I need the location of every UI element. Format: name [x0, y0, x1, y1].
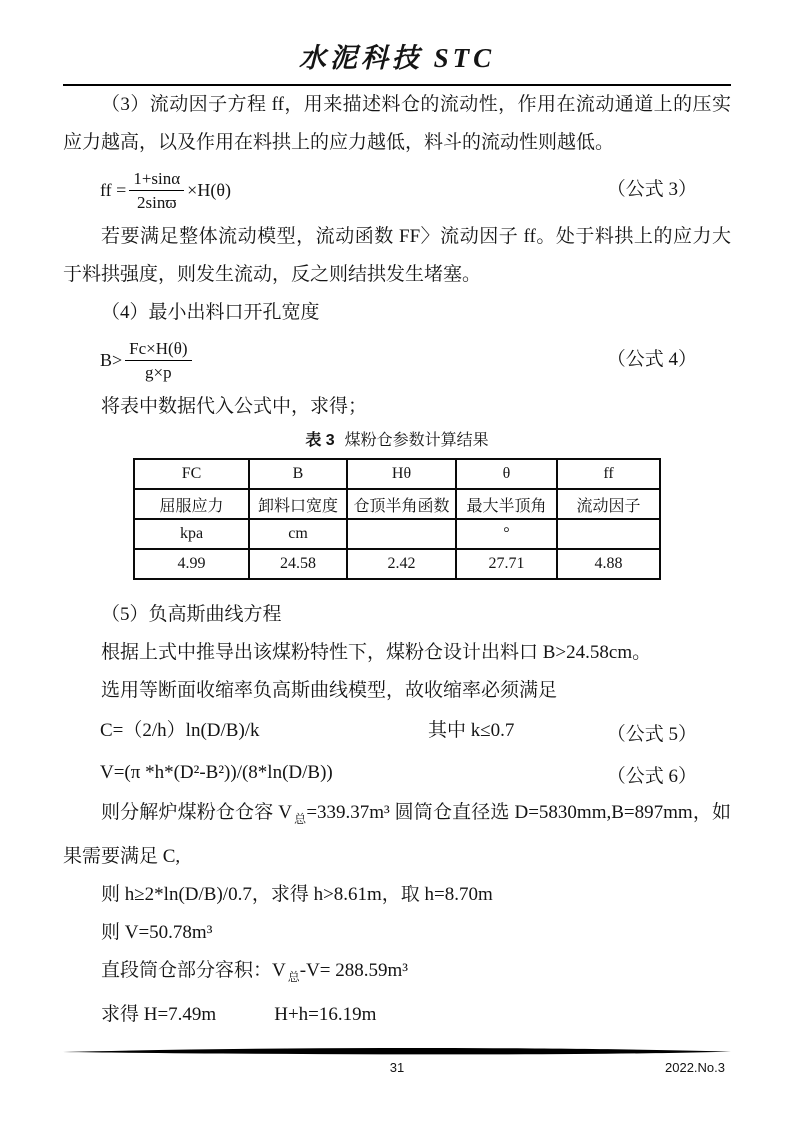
table-cell: [347, 519, 456, 549]
formula-5-line: [100, 710, 731, 752]
paragraph-gauss-model: 选用等断面收缩率负高斯曲线模型，故收缩率必须满足: [101, 680, 558, 701]
article-body: [63, 86, 731, 1034]
page-number: 31: [389, 1060, 405, 1075]
table-cell: ff: [557, 459, 660, 489]
v-total-subscript: 总: [294, 812, 307, 826]
formula-5-expression: C=（2/h）ln(D/B)/k: [100, 720, 260, 741]
table-cell: θ: [456, 459, 557, 489]
table-cell: 4.88: [557, 549, 660, 579]
page-footer: [63, 1047, 731, 1122]
table-cell: 2.42: [347, 549, 456, 579]
paragraph-h-calculation: 则 h≥2*ln(D/B)/0.7，求得 h>8.61m，取 h=8.70m: [101, 884, 493, 905]
table-cell: [557, 519, 660, 549]
table-cell: 24.58: [249, 549, 347, 579]
table-cell: 卸料口宽度: [249, 489, 347, 519]
table-cell: kpa: [134, 519, 249, 549]
paragraph-height-results: [63, 996, 731, 1034]
table-cell: cm: [249, 519, 347, 549]
height-h-result: 求得 H=7.49m: [101, 1004, 217, 1025]
table-3-caption-text: 煤粉仓参数计算结果: [344, 432, 489, 449]
journal-title: 水泥科技 STC: [298, 43, 496, 73]
paragraph-flow-factor-intro: （3）流动因子方程 ff，用来描述料仓的流动性，作用在流动通道上的压实应力越高，以及作用在料拱上的应力越低，料斗的流动性则越低。: [63, 94, 731, 153]
table-row-names: [134, 489, 660, 519]
paragraph-substitute-data: 将表中数据代入公式中，求得；: [101, 396, 368, 417]
table-cell: 4.99: [134, 549, 249, 579]
formula-3-block: [63, 163, 731, 217]
straight-volume-values: -V= 288.59m³: [299, 960, 408, 981]
formula-3-fraction: [129, 167, 184, 214]
paragraph-silo-volume: [63, 794, 731, 876]
table-cell: 最大半顶角: [456, 489, 557, 519]
formula-4-numerator: Fc×H(θ): [125, 337, 191, 361]
table-cell: 27.71: [456, 549, 557, 579]
table-3-caption: [63, 428, 731, 454]
formula-6-expression: V=(π *h*(D²-B²))/(8*ln(D/B)): [100, 762, 333, 783]
table-3-caption-label: 表 3: [305, 432, 335, 449]
table-cell: 屈服应力: [134, 489, 249, 519]
formula-6-label: （公式 6）: [606, 766, 697, 787]
formula-3-rhs: ×H(θ): [187, 179, 231, 200]
table-cell: 仓顶半角函数: [347, 489, 456, 519]
v-total-subscript: 总: [287, 970, 300, 984]
formula-4-denominator: g×p: [145, 362, 172, 382]
section-5-heading: （5）负高斯曲线方程: [101, 604, 282, 625]
silo-volume-text: 则分解炉煤粉仓仓容 V: [101, 802, 292, 823]
formula-4-lhs: B>: [100, 349, 123, 370]
parameter-results-table: [133, 458, 661, 580]
page-header: [63, 0, 731, 86]
table-row-values: [134, 549, 660, 579]
formula-3-lhs: ff =: [100, 179, 127, 200]
section-4-heading: （4）最小出料口开孔宽度: [101, 302, 320, 323]
table-cell: FC: [134, 459, 249, 489]
formula-4-fraction: [125, 337, 191, 384]
table-row-units: [134, 519, 660, 549]
formula-3-denominator: 2sinϖ: [136, 192, 177, 212]
straight-volume-text: 直段筒仓部分容积：V: [101, 960, 286, 981]
table-cell: °: [456, 519, 557, 549]
formula-4-label: （公式 4）: [606, 349, 697, 370]
formula-5-label: （公式 5）: [606, 724, 697, 745]
paragraph-mass-flow-condition: 若要满足整体流动模型，流动函数 FF〉流动因子 ff。处于料拱上的应力大于料拱强度，则发生流动，反之则结拱发生堵塞。: [63, 226, 731, 285]
table-cell: 流动因子: [557, 489, 660, 519]
footer-rule: [63, 1047, 731, 1056]
footer-text-row: [63, 1058, 731, 1078]
formula-3-numerator: 1+sinα: [129, 167, 184, 191]
formula-3-label: （公式 3）: [606, 179, 697, 200]
total-height-result: H+h=16.19m: [274, 1004, 377, 1025]
formula-6-line: [100, 752, 731, 794]
table-cell: Hθ: [347, 459, 456, 489]
table-row-symbols: [134, 459, 660, 489]
formula-4-block: [63, 333, 731, 387]
silo-volume-values: =339.37m³ 圆筒仓直径选 D=5830mm,B=897mm，如果需要满足 C,: [63, 802, 731, 867]
table-cell: B: [249, 459, 347, 489]
paragraph-v-result: 则 V=50.78m³: [101, 922, 213, 943]
formula-5-condition: 其中 k≤0.7: [428, 720, 515, 741]
issue-number: 2022.No.3: [665, 1060, 725, 1075]
paragraph-straight-section-volume: [63, 952, 731, 996]
paragraph-outlet-result: 根据上式中推导出该煤粉特性下，煤粉仓设计出料口 B>24.58cm。: [101, 642, 652, 663]
